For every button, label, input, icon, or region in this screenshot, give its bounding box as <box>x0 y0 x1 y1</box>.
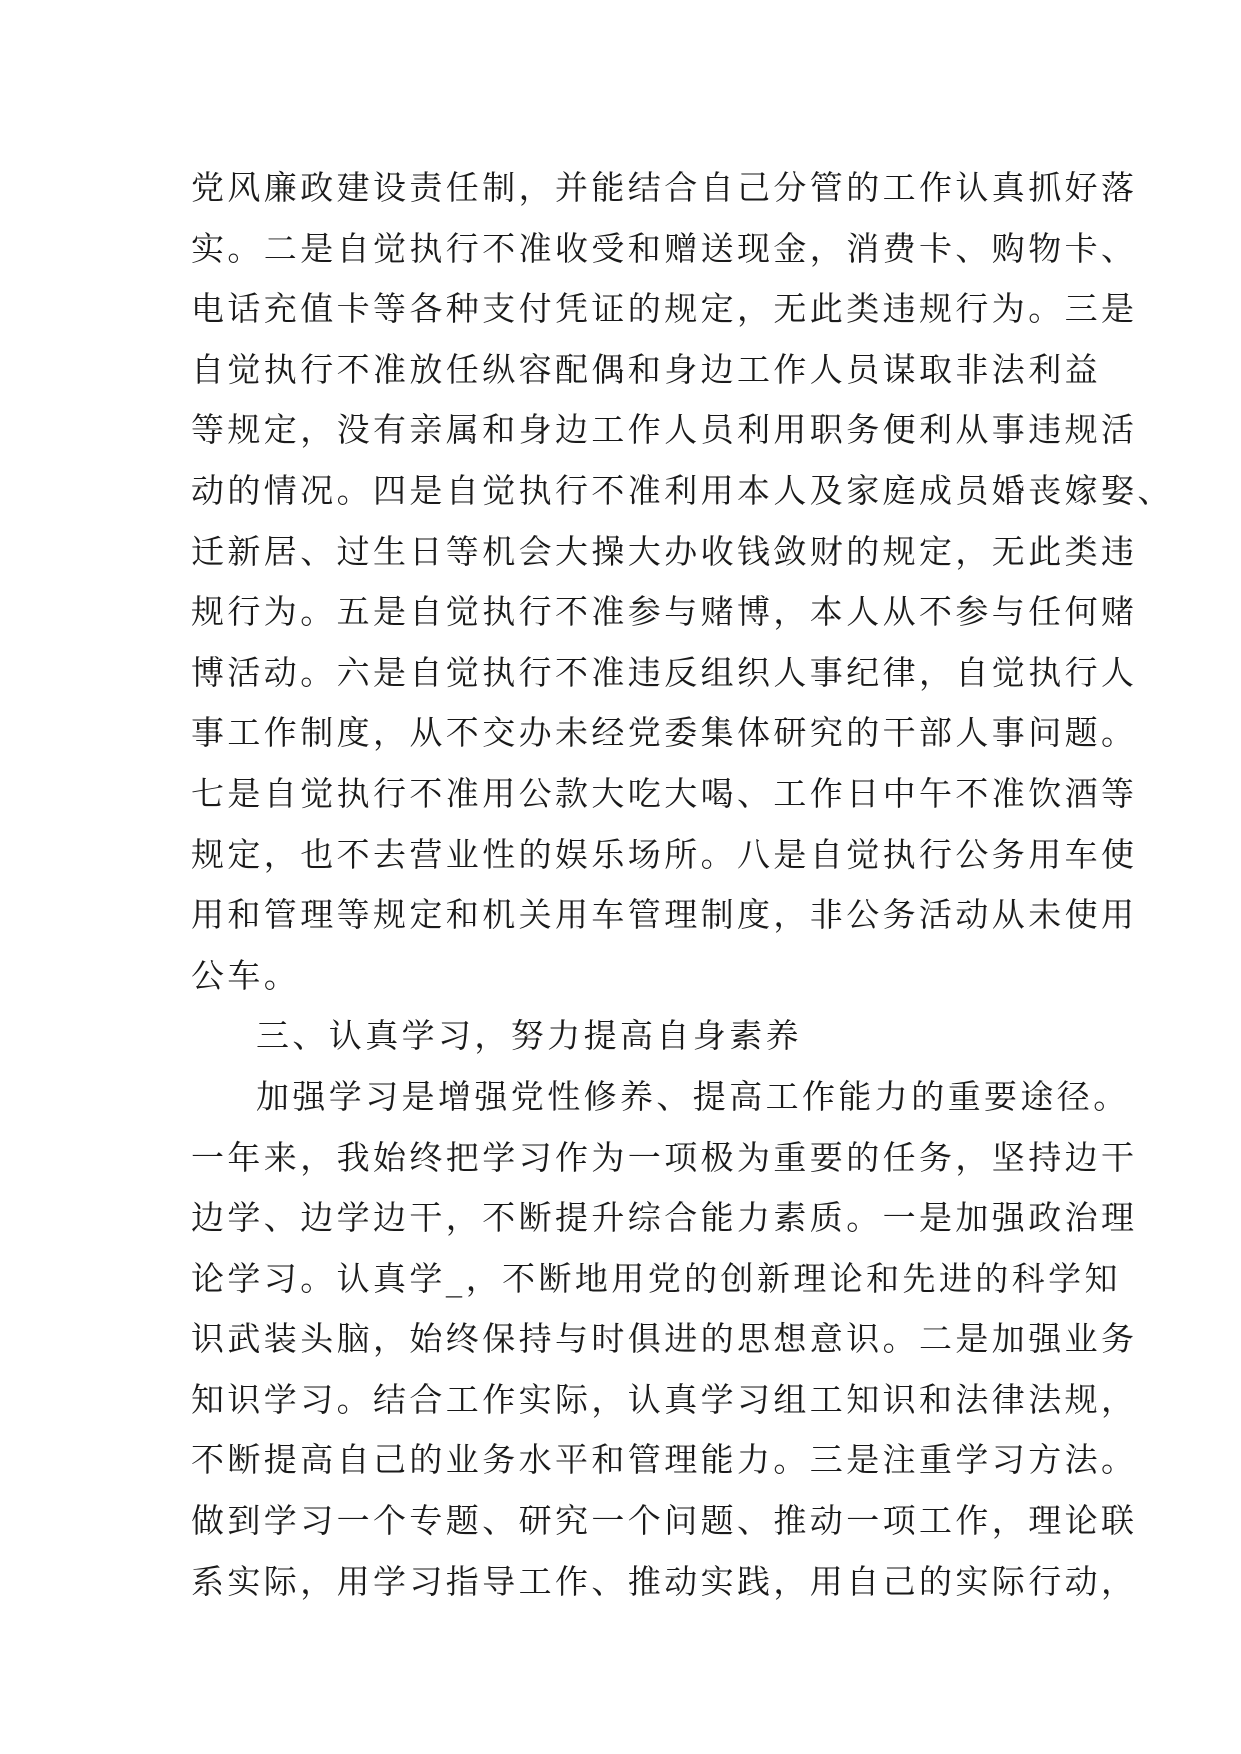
body-line: 边学、边学边干，不断提升综合能力素质。一是加强政治理 <box>191 1198 1138 1238</box>
body-line: 做到学习一个专题、研究一个问题、推动一项工作，理论联 <box>191 1501 1138 1541</box>
body-line: 规行为。五是自觉执行不准参与赌博，本人从不参与任何赌 <box>191 592 1138 632</box>
paragraph-first-line: 加强学习是增强党性修养、提高工作能力的重要途径。 <box>256 1076 1130 1116</box>
document-body <box>191 158 1174 1612</box>
body-line: 七是自觉执行不准用公款大吃大喝、工作日中午不准饮酒等 <box>191 773 1138 813</box>
body-line: 动的情况。四是自觉执行不准利用本人及家庭成员婚丧嫁娶、 <box>191 470 1174 510</box>
body-line: 一年来，我始终把学习作为一项极为重要的任务，坚持边干 <box>191 1137 1138 1177</box>
body-line: 识武装头脑，始终保持与时俱进的思想意识。二是加强业务 <box>191 1319 1138 1359</box>
body-line: 实。二是自觉执行不准收受和赠送现金，消费卡、购物卡、 <box>191 228 1138 268</box>
body-line: 等规定，没有亲属和身边工作人员利用职务便利从事违规活 <box>191 410 1138 450</box>
body-line: 党风廉政建设责任制，并能结合自己分管的工作认真抓好落 <box>191 168 1138 207</box>
body-line: 不断提高自己的业务水平和管理能力。三是注重学习方法。 <box>191 1440 1138 1480</box>
body-line: 知识学习。结合工作实际，认真学习组工知识和法律法规， <box>191 1379 1138 1419</box>
body-line: 博活动。六是自觉执行不准违反组织人事纪律，自觉执行人 <box>191 652 1138 692</box>
body-line: 公车。 <box>191 955 301 995</box>
body-line: 用和管理等规定和机关用车管理制度，非公务活动从未使用 <box>191 895 1138 935</box>
body-line: 电话充值卡等各种支付凭证的规定，无此类违规行为。三是 <box>191 289 1138 329</box>
body-line: 事工作制度，从不交办未经党委集体研究的干部人事问题。 <box>191 713 1138 753</box>
body-line: 自觉执行不准放任纵容配偶和身边工作人员谋取非法利益 <box>191 349 1101 389</box>
body-line: 系实际，用学习指导工作、推动实践，用自己的实际行动， <box>191 1561 1138 1601</box>
body-line: 论学习。认真学_，不断地用党的创新理论和先进的科学知 <box>191 1258 1121 1298</box>
body-line: 规定，也不去营业性的娱乐场所。八是自觉执行公务用车使 <box>191 834 1138 874</box>
section-heading: 三、认真学习，努力提高自身素养 <box>256 1016 802 1056</box>
body-line: 迁新居、过生日等机会大操大办收钱敛财的规定，无此类违 <box>191 531 1138 571</box>
